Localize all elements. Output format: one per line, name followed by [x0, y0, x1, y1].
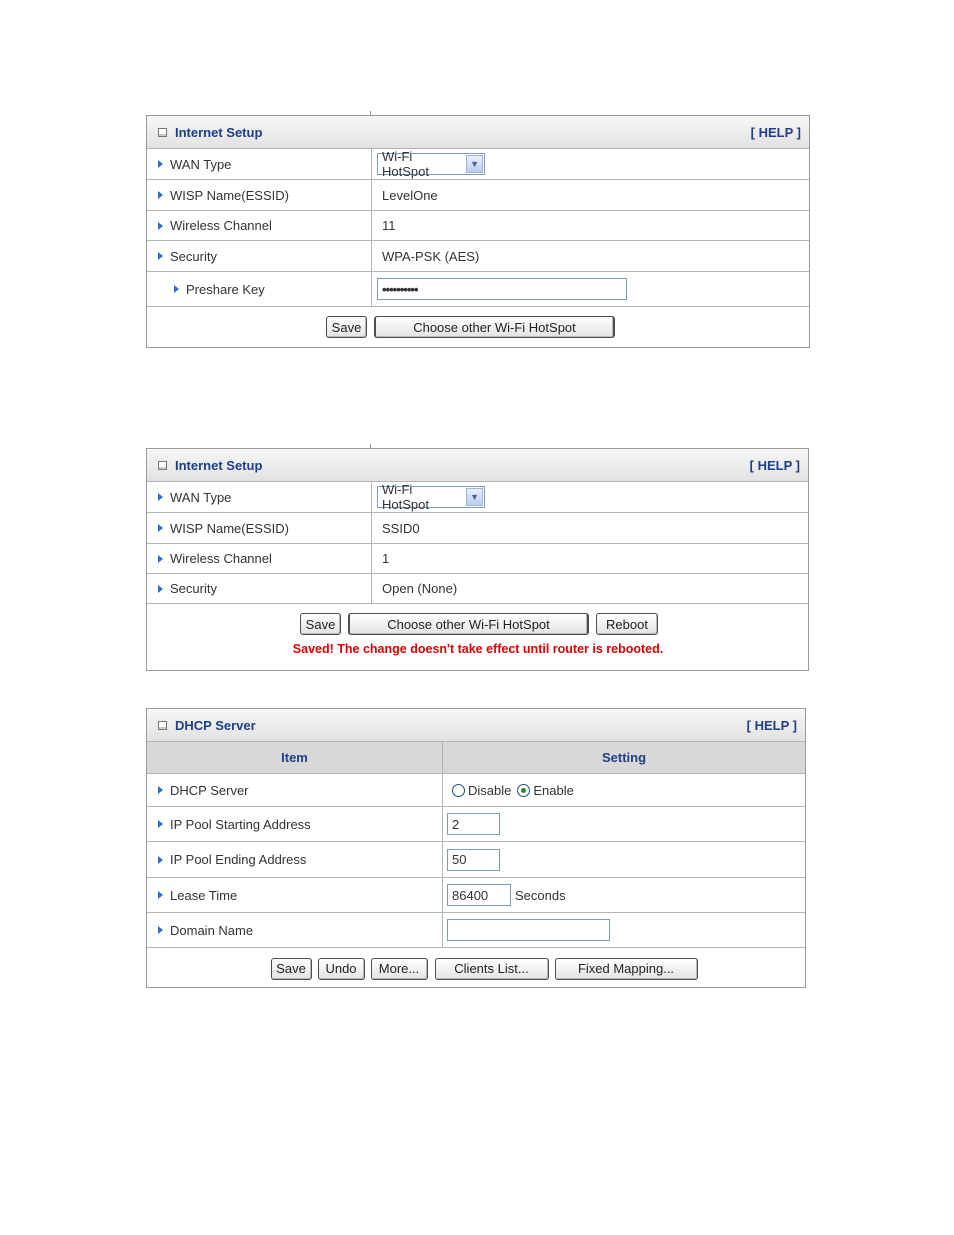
button-bar [147, 948, 805, 989]
choose-hotspot-button[interactable]: Choose other Wi-Fi HotSpot [348, 613, 589, 635]
domain-name-input[interactable] [447, 919, 610, 941]
save-button[interactable]: Save [326, 316, 367, 338]
row-preshare-key [147, 272, 809, 307]
arrow-icon [158, 891, 163, 899]
save-button[interactable]: Save [300, 613, 341, 635]
panel-square-icon [158, 461, 167, 470]
enable-radio[interactable] [517, 784, 530, 797]
lease-time-input[interactable]: 86400 [447, 884, 511, 906]
column-item: Item [147, 742, 443, 773]
dhcp-server-label: DHCP Server [170, 782, 249, 798]
disable-radio[interactable] [452, 784, 465, 797]
arrow-icon [158, 191, 163, 199]
dhcp-server-panel [146, 708, 806, 988]
domain-name-label: Domain Name [170, 922, 254, 938]
help-link[interactable]: [ HELP ] [750, 124, 801, 140]
button-area [147, 604, 808, 670]
disable-label: Disable [468, 782, 512, 798]
ip-pool-end-label: IP Pool Ending Address [170, 852, 307, 867]
row-domain-name [147, 913, 805, 948]
arrow-icon [158, 555, 163, 563]
button-bar [147, 613, 808, 635]
row-security [147, 241, 809, 272]
choose-hotspot-button[interactable]: Choose other Wi-Fi HotSpot [374, 316, 615, 338]
wireless-channel-label: Wireless Channel [170, 218, 272, 233]
arrow-icon [158, 222, 163, 230]
security-value: WPA-PSK (AES) [382, 248, 480, 264]
row-ip-pool-end [147, 842, 805, 878]
arrow-icon [174, 285, 179, 293]
preshare-key-label: Preshare Key [186, 281, 265, 297]
wireless-channel-value: 11 [382, 218, 396, 233]
help-link[interactable]: [ HELP ] [749, 457, 800, 473]
arrow-icon [158, 585, 163, 593]
row-wireless-channel [147, 544, 808, 574]
arrow-icon [158, 856, 163, 864]
internet-setup-panel-1 [146, 115, 810, 348]
wireless-channel-label: Wireless Channel [170, 551, 272, 566]
wisp-name-label: WISP Name(ESSID) [170, 520, 289, 536]
lease-time-unit: Seconds [515, 887, 566, 903]
wisp-name-label: WISP Name(ESSID) [170, 187, 289, 203]
wan-type-label: WAN Type [170, 489, 232, 505]
wisp-name-value: SSID0 [382, 520, 420, 536]
fixed-mapping-button[interactable]: Fixed Mapping... [555, 958, 698, 980]
arrow-icon [158, 926, 163, 934]
preshare-key-input[interactable]: •••••••••• [377, 278, 627, 300]
security-value: Open (None) [382, 581, 458, 596]
panel-title: Internet Setup [175, 124, 263, 140]
wan-type-select[interactable]: Wi-Fi HotSpot ▼ [377, 153, 485, 175]
more-button[interactable]: More... [371, 958, 428, 980]
status-message: Saved! The change doesn't take effect until router is rebooted. [292, 642, 664, 656]
panel-title: DHCP Server [175, 717, 256, 733]
panel-header [147, 116, 809, 149]
button-bar [147, 307, 809, 347]
column-header [147, 742, 805, 774]
wisp-name-value: LevelOne [382, 187, 438, 203]
internet-setup-panel-2 [146, 448, 809, 671]
reboot-button[interactable]: Reboot [596, 613, 658, 635]
chevron-down-icon[interactable]: ▼ [466, 488, 483, 506]
enable-label: Enable [533, 782, 574, 798]
arrow-icon [158, 786, 163, 794]
panel-square-icon [158, 721, 167, 730]
column-tick [370, 111, 371, 116]
row-wan-type [147, 482, 808, 513]
undo-button[interactable]: Undo [318, 958, 365, 980]
ip-pool-start-label: IP Pool Starting Address [170, 816, 311, 832]
ip-pool-start-input[interactable]: 2 [447, 813, 500, 835]
arrow-icon [158, 493, 163, 501]
security-label: Security [170, 248, 217, 264]
wan-type-select[interactable]: Wi-Fi HotSpot ▼ [377, 486, 485, 508]
row-wan-type [147, 149, 809, 180]
wan-type-label: WAN Type [170, 156, 232, 172]
row-lease-time [147, 878, 805, 913]
security-label: Security [170, 581, 217, 596]
column-tick [370, 444, 371, 449]
ip-pool-end-input[interactable]: 50 [447, 849, 500, 871]
lease-time-label: Lease Time [170, 887, 238, 903]
arrow-icon [158, 820, 163, 828]
row-security [147, 574, 808, 604]
row-wireless-channel [147, 211, 809, 241]
help-link[interactable]: [ HELP ] [746, 717, 797, 733]
row-wisp-name [147, 180, 809, 211]
row-dhcp-server [147, 774, 805, 807]
save-button[interactable]: Save [271, 958, 312, 980]
chevron-down-icon[interactable]: ▼ [466, 155, 483, 173]
arrow-icon [158, 252, 163, 260]
panel-header [147, 449, 808, 482]
row-ip-pool-start [147, 807, 805, 842]
panel-header [147, 709, 805, 742]
arrow-icon [158, 524, 163, 532]
clients-list-button[interactable]: Clients List... [435, 958, 549, 980]
panel-square-icon [158, 128, 167, 137]
wireless-channel-value: 1 [382, 551, 390, 566]
arrow-icon [158, 160, 163, 168]
panel-title: Internet Setup [175, 457, 263, 473]
column-setting: Setting [601, 750, 647, 765]
row-wisp-name [147, 513, 808, 544]
